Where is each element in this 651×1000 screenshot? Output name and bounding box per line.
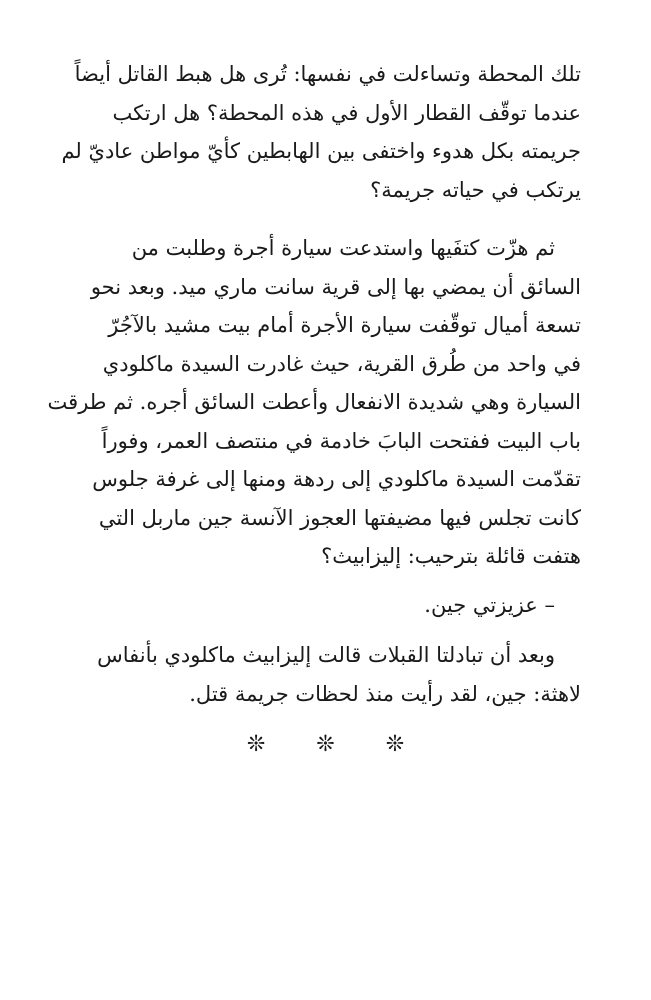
paragraph-line: تلك المحطة وتساءلت في نفسها: تُرى هل هبط القاتل أيضاً bbox=[74, 62, 581, 86]
paragraph-line: يرتكب في حياته جريمة؟ bbox=[370, 177, 581, 202]
paragraph-line: في واحد من طُرق القرية، حيث غادرت السيدة ماكلودي bbox=[102, 351, 581, 376]
paragraph-line: كانت تجلس فيها مضيفتها العجوز الآنسة جين ماربل التي bbox=[98, 505, 581, 530]
paragraph-line: تقدّمت السيدة ماكلودي إلى ردهة ومنها إلى غرفة جلوس bbox=[92, 467, 581, 491]
paragraph-line: ثم هزّت كتفَيها واستدعت سيارة أجرة وطلبت من bbox=[131, 236, 555, 260]
paragraph-line: السيارة وهي شديدة الانفعال وأعطت السائق أجره. ثم طرقت bbox=[47, 390, 581, 414]
paragraph-line: باب البيت ففتحت البابَ خادمة في منتصف العمر، وفوراً bbox=[101, 428, 581, 453]
paragraph-line: تسعة أميال توقّفت سيارة الأجرة أمام بيت مشيد بالآجُرّ bbox=[108, 313, 581, 337]
paragraph-line: جريمته بكل هدوء واختفى بين الهابطين كأيّ مواطن عاديّ لم bbox=[61, 139, 581, 163]
paragraph-3 bbox=[68, 636, 581, 713]
section-separator-ornament: ❊ ❊ ❊ bbox=[246, 732, 427, 757]
paragraph-line: السائق أن يمضي بها إلى قرية سانت ماري ميد. وبعد نحو bbox=[90, 274, 581, 299]
dialogue-text: – عزيزتي جين. bbox=[424, 593, 555, 617]
paragraph-2 bbox=[47, 229, 581, 576]
paragraph-line: عندما توقّف القطار الأول في هذه المحطة؟ هل ارتكب bbox=[112, 100, 581, 125]
paragraph-line: هتفت قائلة بترحيب: إليزابيث؟ bbox=[321, 544, 581, 568]
paragraph-line: لاهثة: جين، لقد رأيت منذ لحظات جريمة قتل. bbox=[189, 681, 581, 706]
dialogue-line bbox=[68, 586, 581, 625]
paragraph-1 bbox=[61, 55, 581, 209]
paragraph-line: وبعد أن تبادلتا القبلات قالت إليزابيث ماكلودي بأنفاس bbox=[97, 643, 555, 667]
